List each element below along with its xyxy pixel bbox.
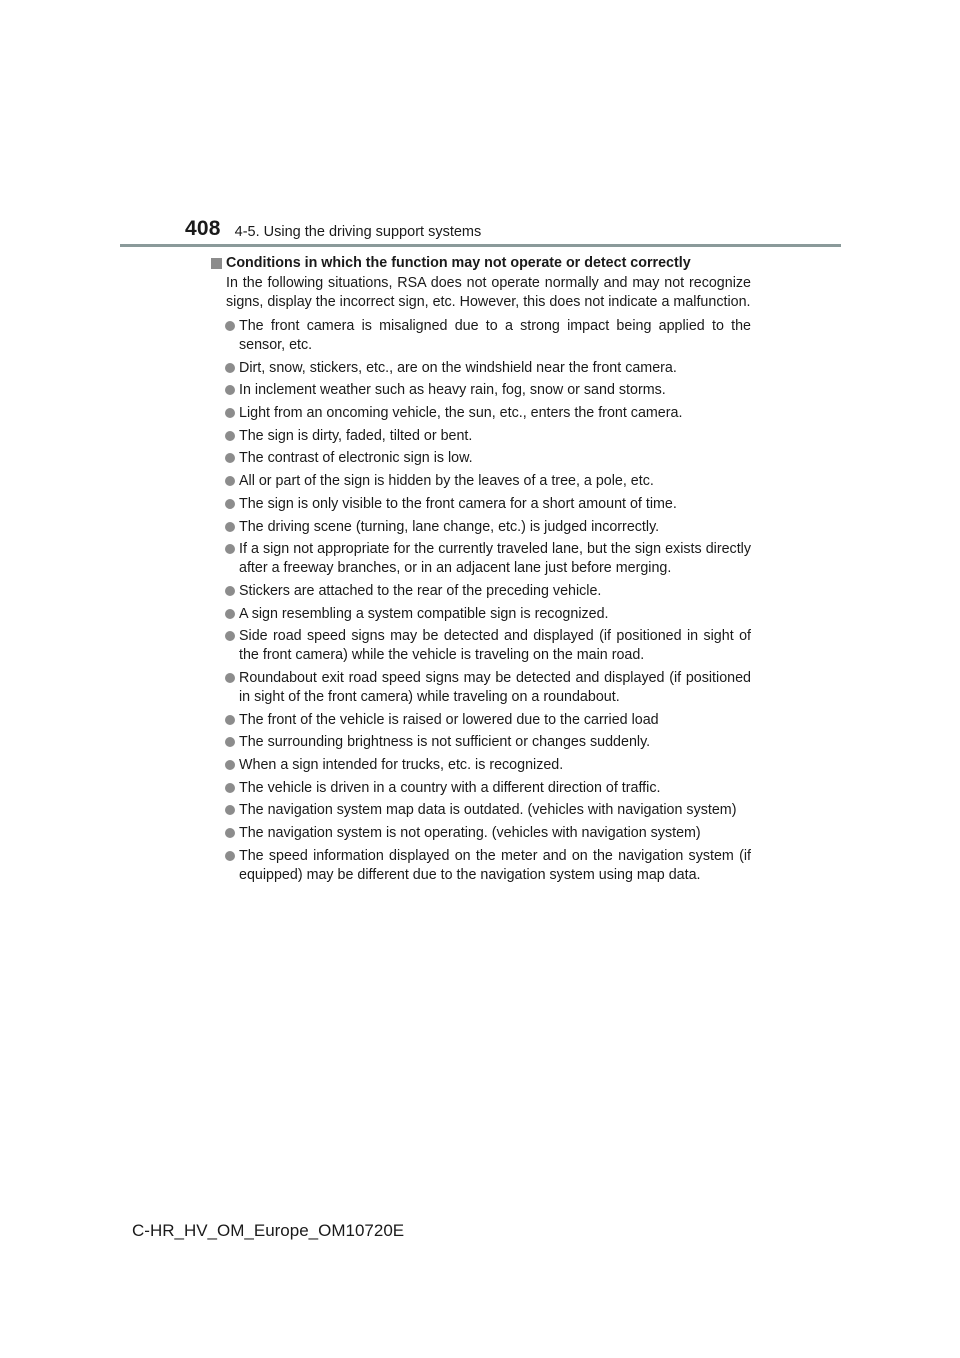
list-item [211, 472, 751, 491]
list-item-text: Light from an oncoming vehicle, the sun, etc., enters the front camera. [239, 405, 683, 422]
list-item-text: Dirt, snow, stickers, etc., are on the windshield near the front camera. [239, 359, 677, 376]
round-bullet-icon [225, 431, 235, 441]
list-item-text: Stickers are attached to the rear of the preceding vehicle. [239, 582, 602, 599]
round-bullet-icon [225, 737, 235, 747]
round-bullet-icon [225, 760, 235, 770]
list-item [211, 495, 751, 514]
round-bullet-icon [225, 609, 235, 619]
list-item-text: The vehicle is driven in a country with a different direction of traffic. [239, 779, 661, 796]
list-item [211, 627, 751, 665]
list-item [211, 317, 751, 355]
list-item [211, 518, 751, 537]
round-bullet-icon [225, 476, 235, 486]
list-item-text: A sign resembling a system compatible sign is recognized. [239, 605, 609, 622]
list-item-text: The contrast of electronic sign is low. [239, 450, 473, 467]
square-bullet-icon [211, 258, 222, 269]
list-item [211, 756, 751, 775]
round-bullet-icon [225, 321, 235, 331]
header-divider [120, 244, 841, 247]
list-item-text: The navigation system is not operating. (vehicles with navigation system) [239, 825, 701, 842]
round-bullet-icon [225, 363, 235, 373]
list-item-text: All or part of the sign is hidden by the leaves of a tree, a pole, etc. [239, 473, 654, 490]
list-item [211, 779, 751, 798]
list-item-text: In inclement weather such as heavy rain, fog, snow or sand storms. [239, 382, 666, 399]
list-item-text: The speed information displayed on the meter and on the navigation system (if equipped) may be different due to the navigation system using map data. [239, 847, 751, 883]
list-item-text: If a sign not appropriate for the currently traveled lane, but the sign exists directly after a freeway branches, or in an adjacent lane just before merging. [239, 541, 751, 577]
round-bullet-icon [225, 544, 235, 554]
section-heading-text: Conditions in which the function may not operate or detect correctly [226, 255, 691, 271]
list-item-text: The sign is only visible to the front camera for a short amount of time. [239, 495, 677, 512]
list-item-text: The driving scene (turning, lane change, etc.) is judged incorrectly. [239, 518, 660, 535]
round-bullet-icon [225, 453, 235, 463]
section-intro: In the following situations, RSA does not operate normally and may not recognize signs, display the incorrect sign, etc. However, this does not indicate a malfunction. [226, 275, 751, 310]
round-bullet-icon [225, 673, 235, 683]
list-item [211, 711, 751, 730]
round-bullet-icon [225, 851, 235, 861]
list-item [211, 449, 751, 468]
round-bullet-icon [225, 805, 235, 815]
list-item-text: Roundabout exit road speed signs may be detected and displayed (if positioned in sight of the front camera) while traveling on a roundabout. [239, 669, 751, 705]
round-bullet-icon [225, 586, 235, 596]
list-item [211, 359, 751, 378]
list-item [211, 605, 751, 624]
list-item [211, 540, 751, 578]
list-item [211, 847, 751, 885]
list-item [211, 381, 751, 400]
page-number: 408 [185, 217, 221, 240]
list-item-text: Side road speed signs may be detected and displayed (if positioned in sight of the front camera) while the vehicle is traveling on the main road. [239, 628, 751, 664]
round-bullet-icon [225, 385, 235, 395]
list-item [211, 427, 751, 446]
round-bullet-icon [225, 408, 235, 418]
list-item-text: The sign is dirty, faded, tilted or bent. [239, 427, 473, 444]
round-bullet-icon [225, 499, 235, 509]
page-header [185, 216, 481, 242]
round-bullet-icon [225, 828, 235, 838]
list-item [211, 404, 751, 423]
list-item-text: The navigation system map data is outdated. (vehicles with navigation system) [239, 802, 737, 819]
list-item [211, 582, 751, 601]
list-item-text: The surrounding brightness is not sufficient or changes suddenly. [239, 734, 651, 751]
list-item [211, 824, 751, 843]
list-item [211, 801, 751, 820]
round-bullet-icon [225, 783, 235, 793]
round-bullet-icon [225, 715, 235, 725]
document-code: C-HR_HV_OM_Europe_OM10720E [132, 1221, 405, 1240]
list-item-text: The front camera is misaligned due to a strong impact being applied to the sensor, etc. [239, 318, 751, 353]
round-bullet-icon [225, 522, 235, 532]
main-content [211, 254, 751, 888]
conditions-list [211, 317, 751, 885]
list-item [211, 733, 751, 752]
round-bullet-icon [225, 631, 235, 641]
section-title: 4-5. Using the driving support systems [234, 224, 482, 240]
list-item-text: When a sign intended for trucks, etc. is recognized. [239, 757, 564, 773]
list-item-text: The front of the vehicle is raised or lowered due to the carried load [239, 711, 659, 728]
list-item [211, 669, 751, 707]
section-heading [211, 254, 751, 273]
